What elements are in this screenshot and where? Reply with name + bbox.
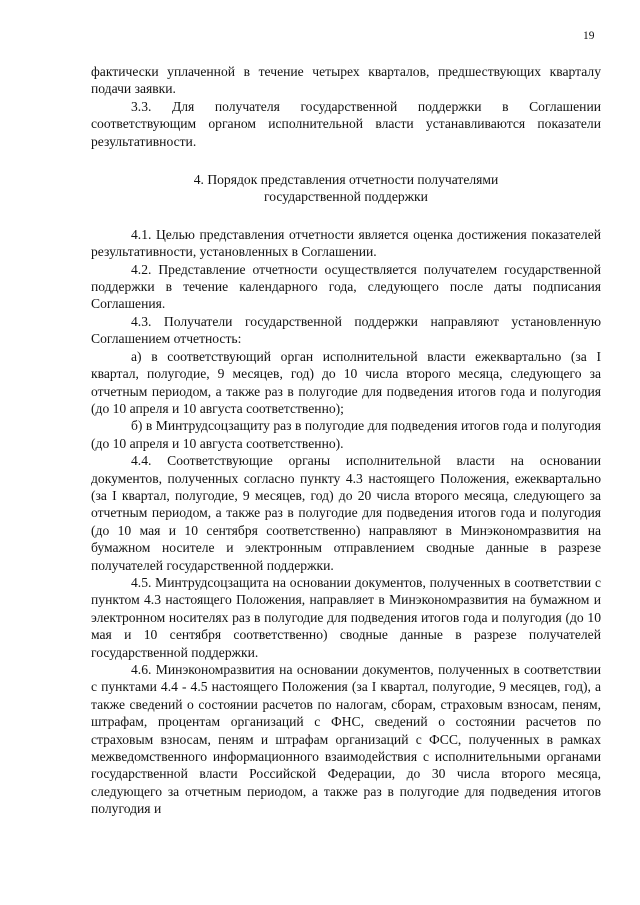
paragraph-4-3-b: б) в Минтрудсоцзащиту раз в полугодие для подведения итогов года и полугодия (до 10 апреля и 10 августа соответственно). (91, 418, 601, 451)
paragraph-4-3-a: а) в соответствующий орган исполнительной власти ежеквартально (за I квартал, полугодие, 9 месяцев, год) до 10 числа второго месяца, следующего за отчетным периодом, а также раз в полугодие для подведения итогов года и полугодия (до 10 апреля и 10 августа соответственно); (91, 348, 601, 416)
page-number: 19 (583, 30, 595, 42)
section-title (91, 171, 601, 206)
paragraph-3-3: 3.3. Для получателя государственной поддержки в Соглашении соответствующим органом исполнительной власти устанавливаются показатели результативности. (91, 98, 601, 149)
paragraph-4-4: 4.4. Соответствующие органы исполнительной власти на основании документов, полученных согласно пункту 4.3 настоящего Положения, ежеквартально (за I квартал, полугодие, 9 месяцев, год) до 20 числа второго месяца, следующего за отчетным периодом, а также раз в полугодие для подведения итогов года и полугодия (до 10 мая и 10 сентября соответственно) направляют в Минэкономразвития на бумажном носителе и электронным отправлением сводные данные в разрезе получателей государственной поддержки. (91, 453, 601, 573)
paragraph-continuation: фактически уплаченной в течение четырех кварталов, предшествующих кварталу подачи заявки. (91, 64, 601, 97)
section-title-line1: 4. Порядок представления отчетности получателями (193, 172, 499, 188)
paragraph-4-6: 4.6. Минэкономразвития на основании документов, полученных в соответствии с пунктами 4.4 - 4.5 настоящего Положения (за I квартал, полугодие, 9 месяцев, год), а также сведений о состоянии расчетов по налогам, сборам, страховым взносам, пеням, штрафам, процентам организаций с ФНС, сведений о состоянии расчетов по страховым взносам, пеням и штрафам организаций с ФСС, полученных в рамках межведомственного информационного взаимодействия с исполнительными органами государственной власти Российской Федерации, до 30 числа второго месяца, следующего за отчетным периодом, а также раз в полугодие для подведения итогов полугодия и (91, 662, 601, 817)
paragraph-4-1: 4.1. Целью представления отчетности является оценка достижения показателей результативности, установленных в Соглашении. (91, 226, 601, 260)
paragraph-4-2: 4.2. Представление отчетности осуществляется получателем государственной поддержки в течение календарного года, следующего после даты подписания Соглашения. (91, 261, 601, 312)
paragraph-4-3: 4.3. Получатели государственной поддержки направляют установленную Соглашением отчетность: (91, 313, 601, 347)
document-body (91, 63, 601, 818)
paragraph-4-5: 4.5. Минтрудсоцзащита на основании документов, полученных в соответствии с пунктом 4.3 настоящего Положения, направляет в Минэкономразвития на бумажном и электронном носителях раз в полугодие для подведения итогов года и полугодия (до 10 мая и 10 сентября соответственно) сводные данные в разрезе получателей государственной поддержки. (91, 574, 601, 660)
section-title-line2: государственной поддержки (264, 189, 428, 205)
